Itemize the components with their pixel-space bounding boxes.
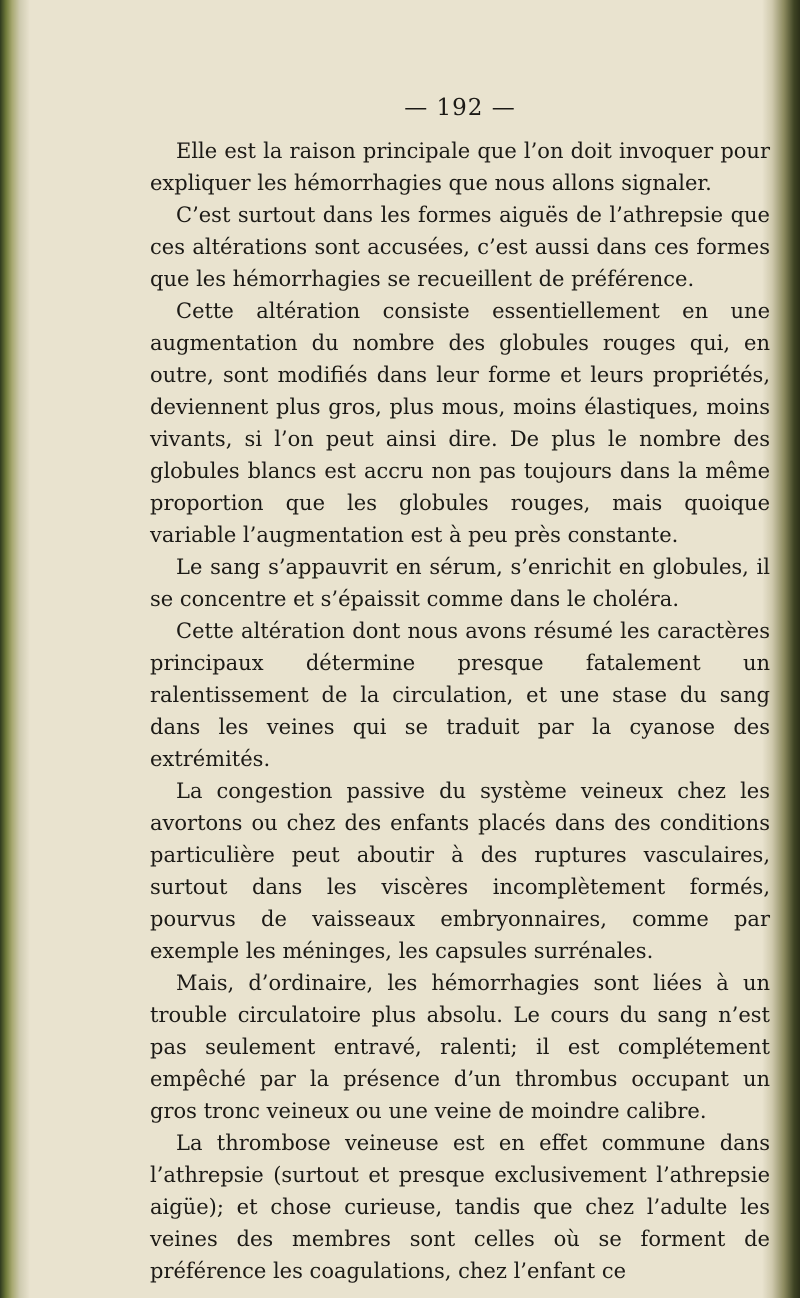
book-page xyxy=(150,95,770,1287)
paragraph: Cette altération dont nous avons résumé les caractères principaux détermine presque fatalement un ralentissement de la circulation, et une stase du sang dans les veines qui se traduit par la cyanose des extrémités. xyxy=(150,619,770,771)
paragraph: La congestion passive du système veineux chez les avortons ou chez des enfants placés dans des conditions particulière peut aboutir à des ruptures vasculaires, surtout dans les viscères incomplètement formés, pourvus de vaisseaux embryonnaires, comme par exemple les méninges, les capsules surrénales. xyxy=(150,779,770,963)
paragraph: Cette altération consiste essentiellement en une augmentation du nombre des globules rouges qui, en outre, sont modifiés dans leur forme et leurs propriétés, deviennent plus gros, plus mous, moins élastiques, moins vivants, si l’on peut ainsi dire. De plus le nombre des globules blancs est accru non pas toujours dans la même proportion que les globules rouges, mais quoique variable l’augmentation est à peu près constante. xyxy=(150,299,770,547)
paragraph: La thrombose veineuse est en effet commune dans l’athrepsie (surtout et presque exclusivement l’athrepsie aigüe); et chose curieuse, tandis que chez l’adulte les veines des membres sont celles où se forment de préférence les coagulations, chez l’enfant ce xyxy=(150,1131,770,1283)
page-number: — 192 — xyxy=(404,95,516,121)
paragraph: C’est surtout dans les formes aiguës de l’athrepsie que ces altérations sont accusées, c’est aussi dans ces formes que les hémorrhagies se recueillent de préférence. xyxy=(150,203,770,291)
paragraph: Mais, d’ordinaire, les hémorrhagies sont liées à un trouble circulatoire plus absolu. Le cours du sang n’est pas seulement entravé, ralenti; il est complétement empêché par la présence d’un thrombus occupant un gros tronc veineux ou une veine de moindre calibre. xyxy=(150,971,770,1123)
paragraph: Le sang s’appauvrit en sérum, s’enrichit en globules, il se concentre et s’épaissit comme dans le choléra. xyxy=(150,555,770,611)
book-gutter-shadow xyxy=(0,0,30,1298)
paragraph: Elle est la raison principale que l’on doit invoquer pour expliquer les hémorrhagies que nous allons signaler. xyxy=(150,139,770,195)
